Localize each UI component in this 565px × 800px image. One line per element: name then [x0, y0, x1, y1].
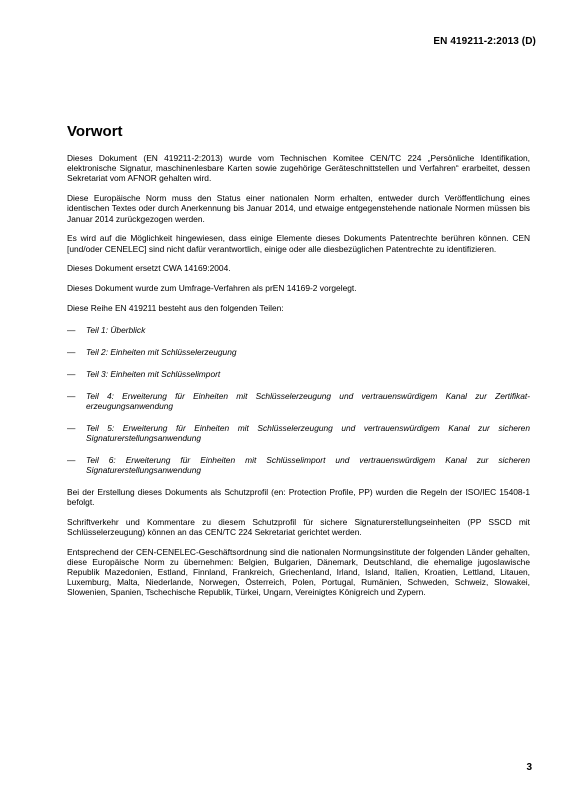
list-dash: — [67, 325, 76, 336]
paragraph: Diese Reihe EN 419211 besteht aus den folgenden Teilen: [67, 303, 284, 313]
paragraph: Diese Europäische Norm muss den Status einer nationalen Norm erhalten, entweder durch Veröffentlichung eines identischen Textes oder durch Anerkennung bis Januar 2014, und etwaige entgegenstehende nationale Normen müssen bis Januar 2014 zurückgezogen werden. [67, 193, 530, 224]
section-title: Vorwort [67, 123, 123, 140]
list-item [67, 325, 530, 335]
list-dash: — [67, 347, 76, 357]
list-item-text: Teil 1: Überblick [86, 325, 146, 336]
list-item [67, 347, 530, 357]
paragraph: Schriftverkehr und Kommentare zu diesem Schutzprofil für sichere Signaturerstellungseinheiten (PP SSCD mit Schlüsselerzeugung) können an das CEN/TC 224 Sekretariat gerichtet werden. [67, 516, 530, 537]
document-id-header: EN 419211-2:2013 (D) [433, 36, 536, 47]
list-item-text: Teil 4: Erweiterung für Einheiten mit Schlüsselerzeugung und vertrauenswürdigem Kanal zur Zertifikat-erzeugungsanwendung [86, 390, 530, 411]
list-dash: — [67, 422, 76, 433]
paragraph: Dieses Dokument ersetzt CWA 14169:2004. [67, 263, 231, 274]
parts-list [67, 325, 530, 475]
paragraph: Dieses Dokument wurde zum Umfrage-Verfahren als prEN 14169-2 vorgelegt. [67, 283, 357, 294]
list-item-text: Teil 3: Einheiten mit Schlüsselimport [86, 368, 221, 379]
list-dash: — [67, 454, 76, 465]
body-text [67, 153, 530, 607]
list-dash: — [67, 368, 76, 379]
list-dash: — [67, 390, 76, 401]
list-item [67, 423, 530, 443]
page-number: 3 [526, 762, 532, 773]
list-item [67, 369, 530, 379]
list-item [67, 455, 530, 475]
list-item-text: Teil 2: Einheiten mit Schlüsselerzeugung [86, 347, 237, 357]
list-item-text: Teil 5: Erweiterung für Einheiten mit Schlüsselerzeugung und vertrauenswürdigem Kanal zur sicheren Signaturerstellungsanwendung [86, 422, 530, 443]
list-item [67, 391, 530, 411]
list-item-text: Teil 6: Erweiterung für Einheiten mit Schlüsselimport und vertrauenswürdigem Kanal zur sicheren Signaturerstellungsanwendung [86, 454, 530, 475]
paragraph: Bei der Erstellung dieses Dokuments als Schutzprofil (en: Protection Profile, PP) wurden die Regeln der ISO/IEC 15408-1 befolgt. [67, 486, 530, 507]
paragraph: Es wird auf die Möglichkeit hingewiesen, dass einige Elemente dieses Dokuments Patentrechte berühren können. CEN [und/oder CENELEC] sind nicht dafür verantwortlich, einige oder alle diesbezüglichen Patentrechte zu identifizieren. [67, 233, 530, 254]
paragraph: Entsprechend der CEN-CENELEC-Geschäftsordnung sind die nationalen Normungsinstitute der folgenden Länder gehalten, diese Europäische Norm zu übernehmen: Belgien, Bulgarien, Dänemark, Deutschland, die ehemalige jugoslawische Republik Mazedonien, Estland, Finnland, Frankreich, Griechenland, Irland, Island, Italien, Kroatien, Lettland, Litauen, Luxemburg, Malta, Niederlande, Norwegen, Österreich, Polen, Portugal, Rumänien, Schweden, Schweiz, Slowakei, Slowenien, Spanien, Tschechische Republik, Türkei, Ungarn, Vereinigtes Königreich und Zypern. [67, 546, 530, 598]
paragraph: Dieses Dokument (EN 419211-2:2013) wurde vom Technischen Komitee CEN/TC 224 „Persönliche Identifikation, elektronische Signatur, maschinenlesbare Karten sowie zugehörige Geräteschnittstellen und Verfahren“ erarbeitet, dessen Sekretariat vom AFNOR gehalten wird. [67, 153, 530, 184]
